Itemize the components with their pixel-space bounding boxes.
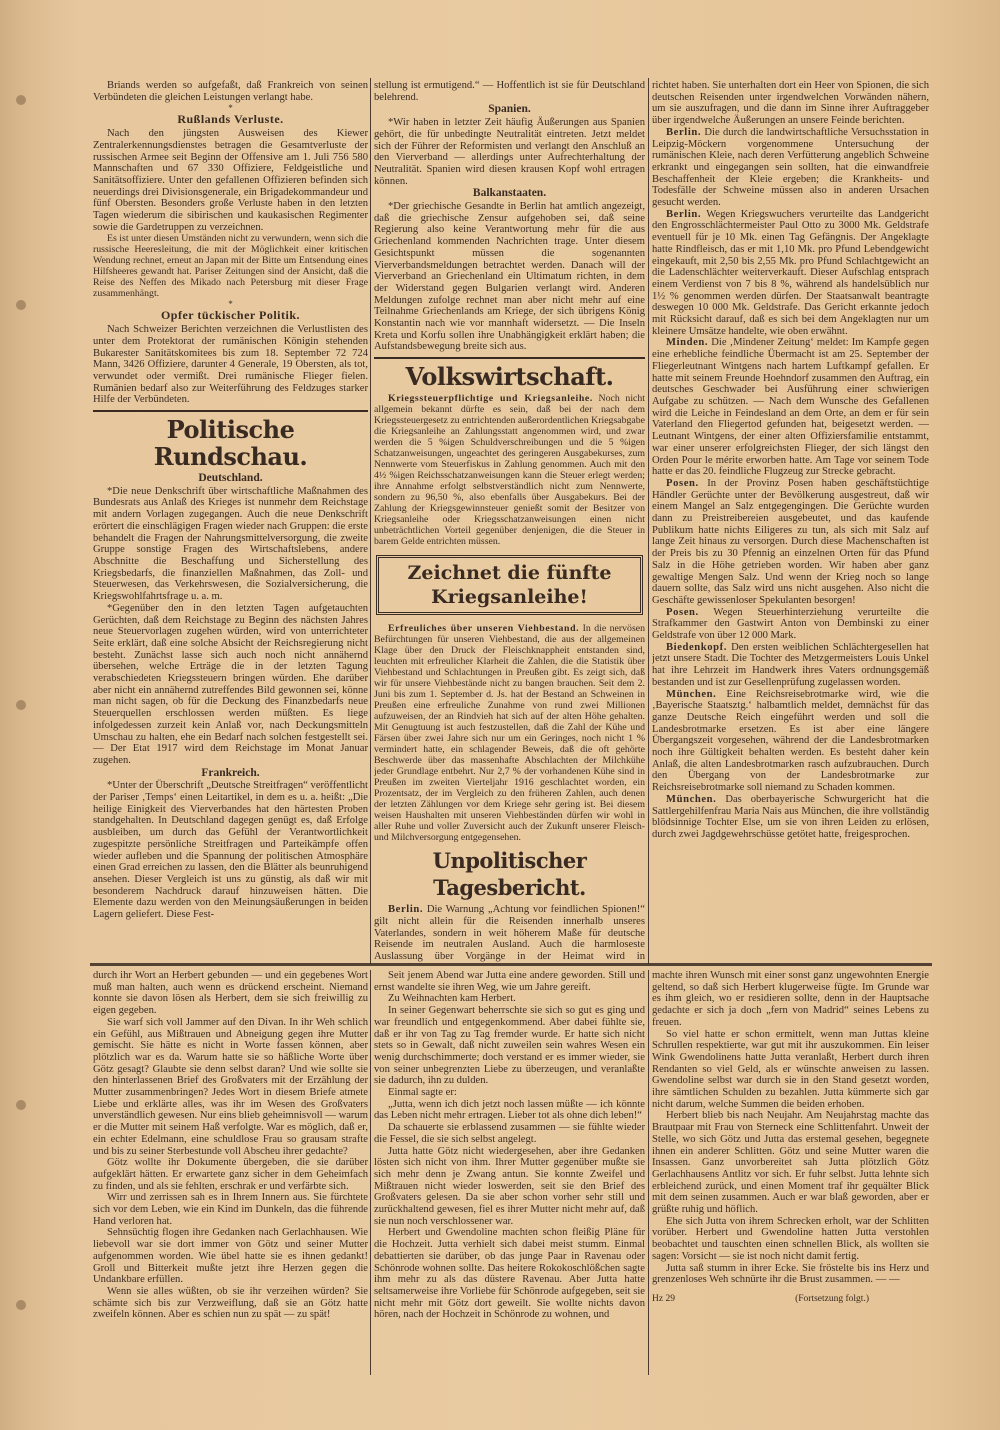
- print-code: Hz 29: [652, 1293, 675, 1304]
- section-title-volkswirtschaft: Volkswirtschaft.: [405, 362, 614, 392]
- serial-paragraph: machte ihren Wunsch mit einer sonst ganz ungewohnten Energie geltend, so daß sich Herbert klugerweise fügte. Im Grunde war es ihm gleich, wo er residieren sollte, denn in der Hauptsache gedachte er sich ja doch „fern von Madrid“ seines Lebens zu freuen.: [652, 970, 929, 1028]
- serial-paragraph: Götz wollte ihr Dokumente übergeben, die sie darüber aufgeklärt hätten. Er erwartete ganz sicher in dem Geheimfach zu finden, und als sie fehlten, erschrak er und verfärbte sich.: [93, 1157, 368, 1192]
- serial-paragraph: So viel hatte er schon ermittelt, wenn man Juttas kleine Schrullen respektierte, war gut mit ihr auszukommen. Ein leiser Wink Gwendolinens hatte Jutta veranlaßt, Herbert durch ihren Rendanten so viel Geld, als er wünschte anweisen zu lassen. Gwendoline selbst war durch sie in den Stand gesetzt worden, ihre sämtlichen Schulden zu bezahlen. Jutta kümmerte sich gar nicht darum, welche Summen die beiden erhoben.: [652, 1028, 929, 1110]
- serial-paragraph: „Jutta, wenn ich dich jetzt noch lassen müßte — ich könnte das Leben nicht mehr ertragen. Lieber tot als ohne dich leben!“: [374, 1098, 645, 1122]
- news-item: [652, 209, 929, 338]
- news-item: [652, 478, 929, 607]
- serial-paragraph: Da schauerte sie erblassend zusammen — sie fühlte wieder die Fessel, die sie sich selbst angelegt.: [374, 1122, 645, 1145]
- news-text: In der Provinz Posen haben geschäftstüchtige Händler Gerüchte unter der Bevölkerung ausgestreut, daß wir einem Mangel an Salz entgegengingen. Die Gerüchte wurden dann zu Preistreibereien ausgebeutet, und das kaufende Publikum hatte nichts Eiligeres zu tun, als sich mit Salz auf lange Zeit hinaus zu versorgen. Durch diese Machenschaften ist der Preis bis zu 30 Pfennig an einzelnen Orten für das Pfund Salz in die Höhe getrieben worden. Wir haben aber ganz gewaltige Mengen Salz. Und wenn der Krieg noch so lange dauern sollte, das Salz wird uns nicht ausgehen. Also nicht die Geschäfte gewissenloser Spekulanten besorgen!: [652, 477, 929, 606]
- news-lead: München.: [666, 688, 717, 700]
- article-text: Noch nicht allgemein bekannt dürfte es sein, daß bei der nach dem Kriegssteuergesetz zu entrichtenden außerordentlichen Kriegsabgabe die Kriegsanleihe an Zahlungsstatt angenommen wird, und zwar werden die 5 %igen Schuldverschreibungen und die 5 %igen Schatzanweisungen, ungeachtet des geringeren Ausgabekurses, zum Nennwerte vom Steuerfiskus in Zahlung genommen. Auch mit den 4½ %igen Reichsschatzanweisungen kann die Steuer erlegt werden; ihre Annahme erfolgt selbstverständlich nicht zum Nennwerte, sondern zu 96,50 %, also ebenfalls über Ausgabekurs. Bei der Zahlung der Kriegsgewinnsteuer genießt somit der Besitzer von Kriegsanleihe oder Kriegsschatzanweisungen einen nicht unbeträchtlichen Vorteil gegenüber denjenigen, die die Steuer in barem Gelde entrichten müssen.: [374, 393, 645, 548]
- serial-paragraph: Ehe sich Jutta von ihrem Schrecken erholt, war der Schlitten vorüber. Herbert und Gwendoline hatten Jutta verstohlen beobachtet und tauschten einen schnellen Blick, als wollten sie sagen: Vorsicht — sie ist noch nicht damit fertig.: [652, 1215, 929, 1262]
- news-item: [652, 794, 929, 841]
- column-rule: [370, 970, 371, 1375]
- serial-column-2: [374, 970, 645, 1375]
- article-text: Die Warnung „Achtung vor feindlichen Spionen!“ gilt nicht allein für die Reisenden innerhalb unseres Vaterlandes, sondern in weit höherem Maße für deutsche Reisende im neutralen Ausland. Auch die harmloseste Auslassung über Vorgänge in der Heimat wird in: [374, 904, 645, 962]
- news-lead: München.: [666, 793, 717, 805]
- paragraph: *Unter der Überschrift „Deutsche Streitfragen“ veröffentlicht der Pariser ‚Temps‘ einen Leitartikel, in dem es u. a. heißt: „Die heilige Einigkeit des Vierverbandes hat den härtesten Proben standgehalten. In Deutschland dagegen genügt es, daß Erfolge ausbleiben, um durch das Gefühl der Verantwortlichkeit zugespitzte persönliche Streitfragen und Parteikämpfe offen wieder aufleben und die Spannung der politischen Atmosphäre einen Grad erreichen zu lassen, den die Blätter als beunruhigend ansehen. Dieser Vergleich ist uns zu günstig, als daß wir mit besonderem Nachdruck darauf hinzuweisen hätten. Die Elemente dazu werden von den Meinungsäußerungen in beiden Lagern geliefert. Diese Fest-: [93, 780, 368, 921]
- news-text: Wegen Steuerhinterziehung verurteilte die Strafkammer den Gastwirt Anton von Dembinski zu einer Geldstrafe von über 12 000 Mark.: [652, 606, 929, 642]
- serial-paragraph: Jutta hatte Götz nicht wiedergesehen, aber ihre Gedanken lösten sich nicht von ihm. Ihrer Mutter gegenüber mußte sie sich mehr denn je Zwang antun. Sie konnte Zweifel und Mißtrauen nicht wieder loswerden, seit sie den Brief des Großvaters gelesen. Da sie aber schon vorher sehr still und zurückhaltend gewesen, fiel es ihrer Mutter nicht mehr auf, daß sie nun noch verschlossener war.: [374, 1145, 645, 1227]
- column-rule: [648, 78, 649, 964]
- news-text: Die durch die landwirtschaftliche Versuchsstation in Leipzig-Möckern vorgenommene Untersuchung der rumänischen Kleie, nach deren Verfütterung angeblich Schweine erkrankt und eingegangen sein sollten, hat die einwandfreie Beschaffenheit der Kleie ergeben; die Krankheits- und Todesfälle der Schweine müssen also in anderen Ursachen gesucht werden.: [652, 126, 929, 209]
- paragraph: Nach den jüngsten Ausweisen des Kiewer Zentralerkennungsdienstes betragen die Gesamtverluste der russischen Armee seit Beginn der Offensive am 1. Juli 756 580 Mannschaften und 67 330 Offiziere, Feldgeistliche und Sanitätsoffiziere. Unter den gefallenen Offizieren befinden sich neuerdings drei Divisionsgenerale, ein Brigadekommandeur und fünf Obersten. Besonders große Verluste haben in den letzten Tagen wiederum die sibirischen und kaukasischen Regimenter sowie die Gardetruppen zu verzeichnen.: [93, 128, 368, 233]
- news-lead: Posen.: [666, 606, 699, 618]
- serial-paragraph: Wirr und zerrissen sah es in Ihrem Innern aus. Sie fürchtete sich vor dem Leben, wie ein Kind im Dunkeln, das die führende Hand verloren hat.: [93, 1192, 368, 1227]
- serial-paragraph: Seit jenem Abend war Jutta eine andere geworden. Still und ernst wandelte sie ihren Weg, wie um Jahre gereift.: [374, 970, 645, 993]
- column-rule: [648, 970, 649, 1375]
- paragraph: Es ist unter diesen Umständen nicht zu verwundern, wenn sich die russische Heeresleitung, die mit der Möglichkeit einer kritischen Wendung rechnet, erneut an Japan mit der Bitte um Entsendung eines Hilfsheeres gewandt hat. Pariser Zeitungen sind der Ansicht, daß die Reise des Neffen des Mikado nach Petersburg mit dieser Frage zusammenhängt.: [93, 233, 368, 300]
- news-item: [652, 642, 929, 689]
- paragraph: Briands werden so aufgefaßt, daß Frankreich von seinen Verbündeten die gleichen Leistungen verlangt habe.: [93, 80, 368, 103]
- news-text: Eine Reichsreisebrotmarke wird, wie die ‚Bayerische Staatsztg.‘ halbamtlich meldet, demnächst für das ganze Deutsche Reich eingeführt werden und soll die Landesbrotmarke ersetzen. Es ist aber eine längere Übergangszeit vorgesehen, während der die Landesbrotmarken noch ihre Gültigkeit behalten werden. Es besteht daher kein Anlaß, die alten Landesbrotmarken rasch aufzubrauchen. Durch den Übergang von der Landesbrotmarke zur Reichsreisebrotmarke soll niemand zu Schaden kommen.: [652, 688, 929, 794]
- article-text: In die nervösen Befürchtungen für unseren Viehbestand, die aus der allgemeinen Klage über den Druck der Fleischknappheit entstanden sind, leuchten mit erfreulicher Klarheit die Zahlen, die die Statistik über Viehbestand und Schlachtungen in Preußen gibt. Es zeigt sich, daß wir für unsere Viehbestände nicht zu bangen brauchen. Seit dem 2. Juni bis zum 1. September d. Js. hat der Bestand an Schweinen in Preußen eine erfreuliche Zunahme von rund zwei Millionen aufzuweisen, der an Rindvieh hat sich auf der alten Höhe gehalten. Mit Genugtuung ist auch festzustellen, daß die Zahl der Kühe und Färsen über zwei Jahre sich nur um ein Geringes, noch nicht 1 % vermindert hatte, ein schlagender Beweis, daß die oft gehörte Beschwerde über das massenhafte Abschlachten der Milchkühe jeder Grundlage entbehrt. Nur 2,7 % der vorhandenen Kühe sind in Preußen im zweiten Vierteljahr 1916 geschlachtet worden, ein Prozentsatz, der im Vergleich zu den früheren Zahlen, auch denen der letzten Zählungen vor dem Kriege sehr gering ist. Bei diesem weisen Haushalten mit unseren Viehbeständen dürfen wir wohl in aller Ruhe und voller Zuversicht auch der Zukunft unserer Fleisch- und Milchversorgung entgegensehen.: [374, 623, 645, 844]
- news-text: Wegen Kriegswuchers verurteilte das Landgericht den Engrosschlächtermeister Paul Otto zu 3000 Mk. Geldstrafe eventuell für je 10 Mk. einen Tag Gefängnis. Der Angeklagte hatte Rindfleisch, das er mit 1,10 Mk. pro Pfund Lebendgewicht eingekauft, mit 2,50 bis 2,55 Mk. pro Pfund Schlachtgewicht an die Ladenschlächter weiterverkauft. Dieser Aufschlag entsprach einem Verdienst von 7 bis 8 %, während als handelsüblich nur 1½ % genommen werden dürfen. Der Staatsanwalt beantragte deswegen 10 000 Mk. Geldstrafe. Das Gericht erkannte jedoch mit Rücksicht darauf, daß es sich bei dem Angeklagten nur um kleinere Umsätze handelte, wie oben erwähnt.: [652, 208, 929, 337]
- subhead-frankreich: Frankreich.: [201, 766, 260, 779]
- serial-paragraph: Jutta saß stumm in ihrer Ecke. Sie fröstelte bis ins Herz und grenzenloses Weh schnürte ihr die Brust zusammen. — —: [652, 1262, 929, 1286]
- headline-russland: Rußlands Verluste.: [177, 112, 284, 127]
- subhead-spanien: Spanien.: [488, 103, 531, 116]
- news-item: [652, 607, 929, 642]
- news-text: Den ersten weiblichen Schlächtergesellen hat jetzt unsere Stadt. Die Tochter des Metzgermeisters Louis Unkel hat ihre Lehrzeit im Handwerk ihres Vaters ordnungsgemäß bestanden und ist zur Gesellenprüfung zugelassen worden.: [652, 641, 929, 688]
- divider: [374, 357, 645, 359]
- continued-note: (Fortsetzung folgt.): [795, 1293, 869, 1304]
- serial-paragraph: Wenn sie alles wüßten, ob sie ihr verzeihen würden? Sie schämte sich bis zur Verzweiflung, daß sie an Götz hatte zweifeln können. Aber es schien nun zu spät — zu spät!: [93, 1285, 368, 1321]
- news-lead: Berlin.: [666, 126, 702, 138]
- section-title-tagesbericht: Unpolitischer Tagesbericht.: [432, 848, 587, 901]
- column-1: [93, 80, 368, 964]
- news-lead: Berlin.: [666, 208, 702, 220]
- section-star: *: [228, 103, 233, 114]
- serial-paragraph: Zu Weihnachten kam Herbert.: [388, 993, 516, 1005]
- serial-column-1: [93, 970, 368, 1375]
- serial-paragraph: Einmal sagte er:: [388, 1087, 457, 1099]
- section-title-politische-rundschau: Politische Rundschau.: [153, 415, 308, 472]
- article-lead: Erfreuliches über unseren Viehbestand.: [388, 623, 580, 635]
- news-item: [652, 337, 929, 477]
- paragraph: *Gegenüber den in den letzten Tagen aufgetauchten Gerüchten, daß dem Reichstage zu Beginn des nächsten Jahres neue Steuervorlagen zugehen würden, wird von unterrichteter Seite erklärt, daß eine solche Absicht der Reichsregierung nicht besteht. Zunächst lasse sich auch noch nicht annähernd übersehen, welche Erträge die in der letzten Tagung verabschiedeten Kriegssteuern bringen würden. Ehe darüber aber nicht ein annähernd zutreffendes Bild gewonnen sei, könne man nicht sagen, ob für die Deckung des Finanzbedarfs neue Steuerquellen erschlossen werden müßten. Es liege infolgedessen zurzeit kein Anlaß vor, nach Deckungsmitteln Umschau zu halten, ehe ein Bedarf nach solchen festgestellt sei. — Der Etat 1917 wird dem Reichstage im Monat Januar zugehen.: [93, 602, 368, 766]
- serial-paragraph: In seiner Gegenwart beherrschte sie sich so gut es ging und war freundlich und entgegenkommend. Aber dabei fühlte sie, daß er ihr von Tag zu Tag fremder wurde. Er hatte sich nicht stets so in Gewalt, daß nicht zuweilen sein wahres Wesen ein wenig durchschimmerte; doch verstand er es immer wieder, sie von seiner unbegrenzten Liebe zu überzeugen, und veranlaßte sie dadurch, ihn zu dulden.: [374, 1005, 645, 1087]
- subhead-deutschland: Deutschland.: [198, 472, 263, 485]
- news-item: [652, 127, 929, 209]
- column-2: [374, 80, 645, 964]
- paragraph: *Die neue Denkschrift über wirtschaftliche Maßnahmen des Bundesrats aus Anlaß des Krieges ist nunmehr dem Reichstage mit andern Vorlagen zugegangen. Auch die neue Denkschrift erörtert die einschlägigen Fragen wieder nach Gruppen: die erste behandelt die Fragen der Nahrungsmittelversorgung, die zweite Gruppe sonstige Fragen des Wirtschaftslebens, andere Abschnitte die Beschaffung und Sicherstellung des Kriegsbedarfs, die finanziellen Maßnahmen, das Zoll- und Steuerwesen, das Verkehrswesen, die Sozialversicherung, die Kriegswohlfahrtsfrage u. a. m.: [93, 485, 368, 603]
- news-lead: Posen.: [666, 477, 699, 489]
- serial-paragraph: Sie warf sich voll Jammer auf den Divan. In ihr Weh schlich ein Gefühl, aus Mißtrauen und Abneigung gegen ihre Mutter gemischt. Sie hätte es nicht in Worte fassen können, aber plötzlich war es da. Warum hatte sie so häßliche Worte über Götz gesagt? Glaubte sie denn selbst daran? Und wie sollte sie den hinterlassenen Brief des Großvaters mit der Erzählung der Mutter zusammenbringen? Jedes Wort in diesem Briefe atmete Liebe und erklärte alles, was ihr im Wesen des Großvaters unverständlich gewesen. Nur eins blieb geheimnisvoll — warum er die Mutter mit seinem Haß verfolgte. War es möglich, daß er, ein echter Edelmann, eine schuldlose Frau so grausam strafte und bis zu seiner Sterbestunde voll Abscheu ihrer gedachte?: [93, 1016, 368, 1157]
- section-star: *: [228, 299, 233, 310]
- news-lead: Minden.: [666, 337, 709, 349]
- paragraph: Nach Schweizer Berichten verzeichnen die Verlustlisten des unter dem Protektorat der rumänischen Königin stehenden Bukarester Sanitätskomitees bis zum 18. September 72 724 Mann, 3426 Offiziere, darunter 4 Generale, 19 Obersten, als tot, verwundet oder vermißt. Drei rumänische Flieger fielen. Rumänien bedarf also zur Weiterführung des Feldzuges starker Hilfe der Verbündeten.: [93, 324, 368, 406]
- serial-paragraph: Sehnsüchtig flogen ihre Gedanken nach Gerlachhausen. Wie liebevoll war sie dort immer von Götz und seiner Mutter aufgenommen worden. Wie übel hatte sie es ihnen gedankt! Groll und Bitterkeit mußte jetzt ihre Herzen gegen die Undankbare erfüllen.: [93, 1227, 368, 1286]
- news-text: Das oberbayerische Schwurgericht hat die Sattlergehilfenfrau Maria Nais aus München, die ihre vollständig blödsinnige Tochter Else, um sie von ihren Leiden zu erlösen, durch zwei Jagdgewehrschüsse getötet hatte, freigesprochen.: [652, 793, 929, 840]
- news-item: [652, 689, 929, 794]
- news-text: Die ‚Mindener Zeitung‘ meldet: Im Kampfe gegen eine erhebliche feindliche Übermacht ist am 25. September der Fliegerleutnant Wintgens nach hartem Luftkampf gefallen. Er hatte mit seinem Freunde Hoehndorf zusammen den Auftrag, ein deutsches Geschwader bei Ausführung einer schwierigen Aufgabe zu schützen. — Nach dem Wunsche des Gefallenen wird die Leiche in Feindesland an dem Orte, an dem er für sein Vaterland den Fliegertod gefunden hat, beigesetzt werden. — Leutnant Wintgens, der einer alten Offiziersfamilie entstammt, war einer unserer erfolgreichsten Flieger, der sich längst den Orden Pour le mérite erworben hatte. Am Tage vor seinem Tode hatte er das 20. feindliche Flugzeug zur Strecke gebracht.: [652, 337, 929, 478]
- serial-column-3: [652, 970, 929, 1375]
- news-lead: Biedenkopf.: [666, 641, 728, 653]
- war-loan-banner: Zeichnet die fünfte Kriegsanleihe!: [376, 555, 643, 615]
- divider: [93, 410, 368, 412]
- column-rule: [370, 78, 371, 964]
- paragraph: stellung ist ermutigend.“ — Hoffentlich ist sie für Deutschland belehrend.: [374, 80, 645, 103]
- serial-paragraph: durch ihr Wort an Herbert gebunden — und ein gegebenes Wort muß man halten, auch wenn es drückend erscheint. Niemand konnte sie davon lösen als Herbert, dem sie sich freiwillig zu eigen gegeben.: [93, 970, 368, 1017]
- column-3: [652, 80, 929, 964]
- paragraph: *Wir haben in letzter Zeit häufig Äußerungen aus Spanien gehört, die für unbedingte Neutralität eintreten. Jetzt meldet sich der Führer der Reformisten und verlangt den Anschluß an den Vierverband — allerdings unter Aufrechterhaltung der Neutralität. Spanien wird diesen krausen Kopf wohl ertragen können.: [374, 117, 645, 187]
- headline-opfer: Opfer tückischer Politik.: [160, 308, 301, 323]
- subhead-balkanstaaten: Balkanstaaten.: [472, 187, 547, 200]
- article-lead: Kriegssteuerpflichtige und Kriegsanleihe.: [388, 393, 593, 405]
- paragraph: *Der griechische Gesandte in Berlin hat amtlich angezeigt, daß die griechische Zensur aufgehoben sei, daß seine Regierung also keine Verantwortung mehr für die aus Griechenland kommenden Nachrichten trage. Unter diesem Gesichtspunkt müssen die sogenannten Vierverbandsmeldungen betrachtet werden. Danach will der Vierverband an Griechenland ein Ultimatum richten, in dem der Widerstand gegen Bulgarien verlangt wird. Anderen Meldungen zufolge rechnet man aber nicht mehr auf eine Teilnahme Griechenlands am Kriege, der sich übrigens König Konstantin nach wie vor mannhaft widersetzt. — Die Inseln Kreta und Korfu sollen ihre Unabhängigkeit erklärt haben; die Aufstandsbewegung breite sich aus.: [374, 201, 645, 353]
- serial-paragraph: Herbert und Gwendoline machten schon fleißig Pläne für die Hochzeit. Jutta verhielt sich dabei meist stumm. Einmal debattierten sie darüber, ob das junge Paar in Ravenau oder Schönrode wohnen sollte. Das heitere Rokokoschlößchen sagte ihm mehr zu als das düstere Ravenau. Aber Jutta hatte seltsamerweise ihre Vorliebe für Schönrode aufgegeben, seit sie nicht mehr mit Götz dort geweilt. Sie wollte nichts davon hören, nach der Hochzeit in Schönrode zu wohnen, und: [374, 1227, 645, 1321]
- article-lead: Berlin.: [388, 904, 424, 916]
- paragraph: richtet haben. Sie unterhalten dort ein Heer von Spionen, die sich deutschen Reisenden unter irgendwelchen Vorwänden nähern, um sie auszufragen, und die dann im Sinne ihrer Auftraggeber über irgendwelche Äußerungen an unsere Feinde berichten.: [652, 80, 929, 127]
- serial-paragraph: Herbert blieb bis nach Neujahr. Am Neujahrstag machte das Brautpaar mit Frau von Sterneck eine Schlittenfahrt. Unweit der Stelle, wo sich Götz und Jutta das erstemal gesehen, begegnete ihnen ein anderer Schlitten. Götz und seine Mutter waren die Insassen. Ganz unvorbereitet sah Jutta plötzlich Götz Gerlachhausens Antlitz vor sich. Er fuhr selbst. Jutta lehnte sich erbleichend zurück, und einen Moment traf ihr gequälter Blick mit dem seinen zusammen. Auch er war blaß geworden, aber er grüßte ruhig und höflich.: [652, 1110, 929, 1216]
